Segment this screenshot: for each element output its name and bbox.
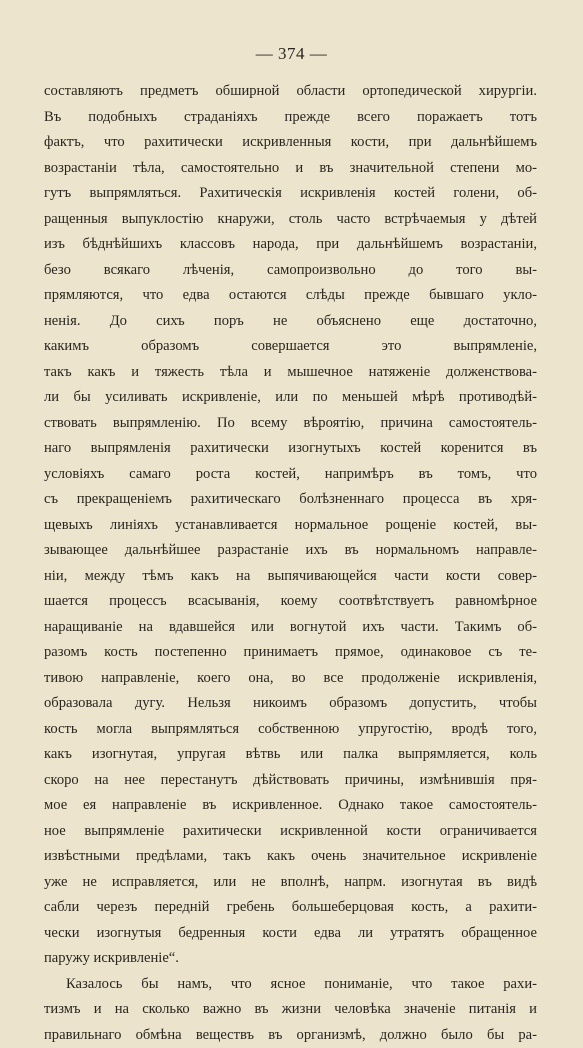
text-line: возрастаніи тѣла, самостоятельно и въ значительной степени мо- bbox=[44, 156, 537, 182]
text-line: зывающее дальнѣйшее разрастаніе ихъ въ нормальномъ направле- bbox=[44, 538, 537, 564]
text-line: мое ея направленіе въ искривленное. Однако такое самостоятель- bbox=[44, 793, 537, 819]
text-line: шается процессъ всасыванія, коему соотвѣтствуетъ равномѣрное bbox=[44, 589, 537, 615]
text-line: извѣстными предѣлами, такъ какъ очень значительное искривленіе bbox=[44, 844, 537, 870]
text-line: безо всякаго лѣченія, самопроизвольно до того вы- bbox=[44, 258, 537, 284]
text-line: щевыхъ линіяхъ устанавливается нормальное рощеніе костей, вы- bbox=[44, 513, 537, 539]
text-line: Въ подобныхъ страданіяхъ прежде всего поражаетъ тотъ bbox=[44, 105, 537, 131]
text-line: какъ изогнутая, упругая вѣтвь или палка выпрямляется, коль bbox=[44, 742, 537, 768]
text-line: такъ какъ и тяжесть тѣла и мышечное натяженіе долженствова- bbox=[44, 360, 537, 386]
text-line: составляютъ предметъ обширной области ортопедической хирургіи. bbox=[44, 79, 537, 105]
text-line: гутъ выпрямляться. Рахитическія искривленія костей голени, об- bbox=[44, 181, 537, 207]
text-line: кость могла выпрямляться собственною упругостію, вродѣ того, bbox=[44, 717, 537, 743]
body-text bbox=[44, 79, 537, 1048]
text-line: ное выпрямленіе рахитически искривленной кости ограничивается bbox=[44, 819, 537, 845]
text-line: съ прекращеніемъ рахитическаго болѣзненнаго процесса въ хря- bbox=[44, 487, 537, 513]
text-line: чески изогнутыя бедренныя кости едва ли утратятъ обращенное bbox=[44, 921, 537, 947]
text-line: сабли черезъ передній гребень большеберцовая кость, а рахити- bbox=[44, 895, 537, 921]
text-line: фактъ, что рахитически искривленныя кости, при дальнѣйшемъ bbox=[44, 130, 537, 156]
text-line: образовала дугу. Нельзя никоимъ образомъ допустить, чтобы bbox=[44, 691, 537, 717]
text-line: изъ бѣднѣйшихъ классовъ народа, при дальнѣйшемъ возрастаніи, bbox=[44, 232, 537, 258]
page-number: — 374 — bbox=[0, 44, 583, 64]
text-line: тизмъ и на сколько важно въ жизни человѣка значеніе питанія и bbox=[44, 997, 537, 1023]
text-line: ствовать выпрямленію. По всему вѣроятію, причина самостоятель- bbox=[44, 411, 537, 437]
text-line: разомъ кость постепенно принимаетъ прямое, одинаковое съ те- bbox=[44, 640, 537, 666]
text-line: наго выпрямленія рахитически изогнутыхъ костей коренится въ bbox=[44, 436, 537, 462]
text-line: ли бы усиливать искривленіе, или по меньшей мѣрѣ противодѣй- bbox=[44, 385, 537, 411]
text-line: правильнаго обмѣна веществъ въ организмѣ, должно было бы ра- bbox=[44, 1023, 537, 1048]
text-line: прямляются, что едва остаются слѣды прежде бывшаго укло- bbox=[44, 283, 537, 309]
text-line: скоро на нее перестанутъ дѣйствовать причины, измѣнившія пря- bbox=[44, 768, 537, 794]
text-line: какимъ образомъ совершается это выпрямленіе, bbox=[44, 334, 537, 360]
text-line: паружу искривленіе“. bbox=[44, 946, 537, 972]
text-line: ненія. До сихъ поръ не объяснено еще достаточно, bbox=[44, 309, 537, 335]
text-line: ніи, между тѣмъ какъ на выпячивающейся части кости совер- bbox=[44, 564, 537, 590]
text-line: ращенныя выпуклостію кнаружи, столь часто встрѣчаемыя у дѣтей bbox=[44, 207, 537, 233]
text-line: тивою направленіе, коего она, во все продолженіе искривленія, bbox=[44, 666, 537, 692]
text-line: уже не исправляется, или не вполнѣ, напрм. изогнутая въ видѣ bbox=[44, 870, 537, 896]
text-line: Казалось бы намъ, что ясное пониманіе, что такое рахи- bbox=[44, 972, 537, 998]
text-line: условіяхъ самаго роста костей, напримѣръ въ томъ, что bbox=[44, 462, 537, 488]
text-line: наращиваніе на вдавшейся или вогнутой ихъ части. Такимъ об- bbox=[44, 615, 537, 641]
